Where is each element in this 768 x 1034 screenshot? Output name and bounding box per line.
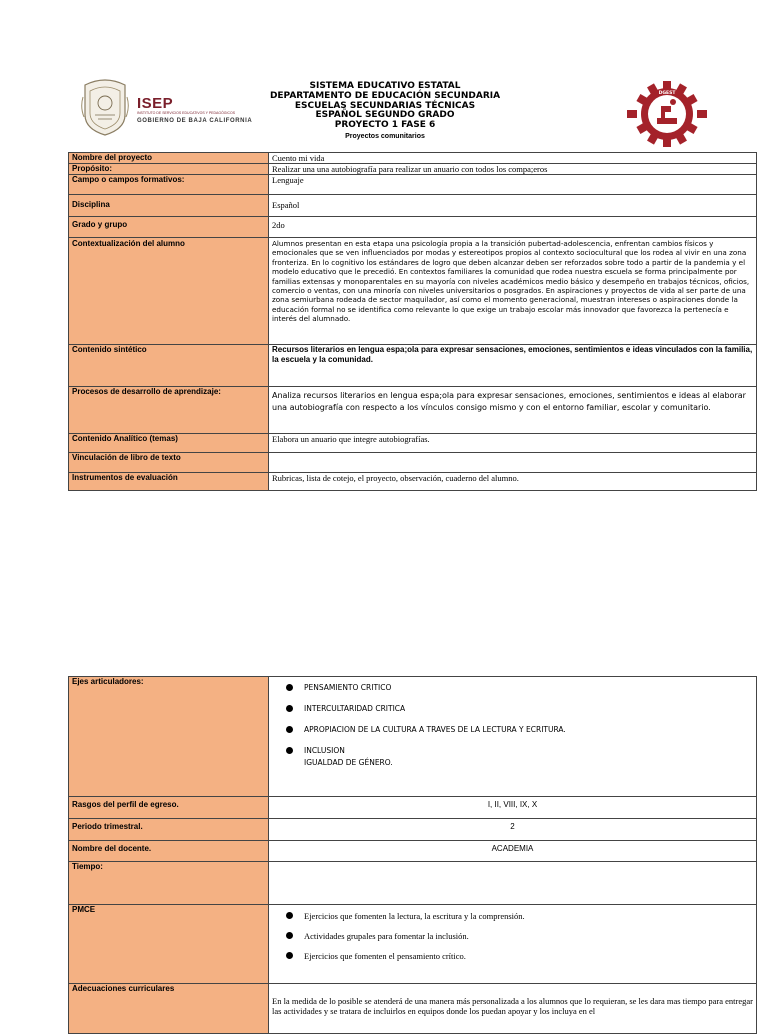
baja-california-seal-icon bbox=[80, 77, 130, 137]
row-value: Elabora un anuario que integre autobiografías. bbox=[269, 434, 757, 453]
row-value: ACADEMIA bbox=[269, 841, 757, 862]
table-row bbox=[69, 905, 757, 984]
row-label: Grado y grupo bbox=[69, 217, 269, 238]
list-item: Ejercicios que fomenten la lectura, la escritura y la comprensión. bbox=[286, 911, 753, 921]
header-line-2: DEPARTAMENTO DE EDUCACIÓN SECUNDARIA bbox=[269, 90, 501, 101]
table-row bbox=[69, 453, 757, 473]
isep-logo-text: ISEP bbox=[137, 95, 174, 112]
row-value: Realizar una una autobiografía para realizar un anuario con todos los compa;eros bbox=[269, 164, 757, 175]
table-row bbox=[69, 434, 757, 453]
list-item: Ejercicios que fomenten el pensamiento crítico. bbox=[286, 951, 753, 961]
table-row bbox=[69, 797, 757, 819]
table-row bbox=[69, 217, 757, 238]
row-value: Lenguaje bbox=[269, 175, 757, 195]
pmce-list bbox=[272, 905, 753, 961]
row-label: Ejes articuladores: bbox=[69, 677, 269, 797]
row-label: Instrumentos de evaluación bbox=[69, 473, 269, 491]
row-value: Recursos literarios en lengua espa;ola para expresar sensaciones, emociones, sentimientos e ideas vinculados con la familia, la escuela y la comunidad. bbox=[269, 345, 757, 387]
dgest-gear-logo-icon bbox=[627, 81, 707, 147]
table-row bbox=[69, 984, 757, 1034]
articulation-table bbox=[68, 676, 757, 1034]
list-item: INCLUSION bbox=[286, 746, 753, 756]
table-row bbox=[69, 345, 757, 387]
document-header bbox=[255, 82, 515, 142]
row-label: Nombre del proyecto bbox=[69, 153, 269, 164]
row-value: I, II, VIII, IX, X bbox=[269, 797, 757, 819]
row-label: Contenido sintético bbox=[69, 345, 269, 387]
table-row bbox=[69, 473, 757, 491]
row-value bbox=[269, 453, 757, 473]
row-value: En la medida de lo posible se atenderá de una manera más personalizada a los alumnos que lo requieran, se les dara mas tiempo para entregar las actividades y se tratara de incluirlos en equipos donde los puedan apoyar y los incluya en el bbox=[269, 984, 757, 1034]
table-row bbox=[69, 819, 757, 841]
row-value bbox=[269, 862, 757, 905]
row-value: Alumnos presentan en esta etapa una psicología propia a la transición pubertad-adolescencia, enfrentan cambios físicos y emocionales que se ven influenciados por modas y estereotipos propios al contexto sociocultural que los rodea al vivir en una zona fronteriza. En lo cognitivo los estándares de logro que deben alcanzar deben ser reforzados sobre todo a partir de la pandemia y el modelo educativo que le precedió. En contextos familiares la comunidad que rodea nuestra escuela se forma principalmente por familias extensas y monoparentales en su mayoría con niveles académicos medio básico y desempeño en trabajos técnicos, oficios, comercio o ventas, con una minoría con niveles universitarios o posgrados. En aspiraciones y proyectos de vida al ser parte de una zona semiurbana rodeada de sector maquilador, así como el momento generacional, muestran intereses o aspiraciones donde la educación formal no se identifica como relevante lo que exige un trabajo escolar más innovador que favorezca la pertenecía e interés del alumnado. bbox=[269, 238, 757, 345]
isep-logo-subtitle: INSTITUTO DE SERVICIOS EDUCATIVOS Y PEDAGÓGICOS bbox=[137, 111, 236, 115]
table-row bbox=[69, 238, 757, 345]
row-label: Nombre del docente. bbox=[69, 841, 269, 862]
table-row bbox=[69, 175, 757, 195]
row-value: 2do bbox=[269, 217, 757, 238]
header-line-5: PROYECTO 1 FASE 6 bbox=[334, 120, 436, 131]
bullet-icon bbox=[286, 952, 293, 959]
row-label: Campo o campos formativos: bbox=[69, 175, 269, 195]
list-item: IGUALDAD DE GÉNERO. bbox=[304, 758, 393, 767]
project-info-table bbox=[68, 152, 757, 491]
table-row bbox=[69, 195, 757, 217]
row-label: PMCE bbox=[69, 905, 269, 984]
bullet-icon bbox=[286, 726, 293, 733]
table-row bbox=[69, 677, 757, 797]
row-label: Disciplina bbox=[69, 195, 269, 217]
list-item: PENSAMIENTO CRITICO bbox=[286, 683, 753, 693]
row-label: Propósito: bbox=[69, 164, 269, 175]
list-item: APROPIACION DE LA CULTURA A TRAVES DE LA LECTURA Y ECRITURA. bbox=[286, 725, 753, 735]
row-label: Rasgos del perfil de egreso. bbox=[69, 797, 269, 819]
row-value: Rubricas, lista de cotejo, el proyecto, observación, cuaderno del alumno. bbox=[269, 473, 757, 491]
ejes-list-cell bbox=[269, 677, 757, 797]
row-value: Analiza recursos literarios en lengua espa;ola para expresar sensaciones, emociones, sentimientos e ideas al elaborar una autobiografía con respecto a los vínculos consigo mismo y con el entorno familiar, escolar y comunitario. bbox=[269, 387, 757, 434]
isep-logo-government: GOBIERNO DE BAJA CALIFORNIA bbox=[137, 118, 253, 124]
table-row bbox=[69, 387, 757, 434]
row-value: Español bbox=[269, 195, 757, 217]
row-label: Periodo trimestral. bbox=[69, 819, 269, 841]
pmce-list-cell bbox=[269, 905, 757, 984]
row-label: Procesos de desarrollo de aprendizaje: bbox=[69, 387, 269, 434]
bullet-icon bbox=[286, 912, 293, 919]
dgest-logo-label: DGEST bbox=[658, 91, 676, 96]
row-value: Cuento mi vida bbox=[269, 153, 757, 164]
header-line-4: ESPAÑOL SEGUNDO GRADO bbox=[315, 110, 455, 121]
header-line-3: ESCUELAS SECUNDARIAS TÉCNICAS bbox=[294, 100, 476, 111]
table-row bbox=[69, 862, 757, 905]
bullet-icon bbox=[286, 684, 293, 691]
row-label: Vinculación de libro de texto bbox=[69, 453, 269, 473]
row-label: Contextualización del alumno bbox=[69, 238, 269, 345]
ejes-list bbox=[272, 677, 753, 768]
header-line-1: SISTEMA EDUCATIVO ESTATAL bbox=[309, 81, 461, 91]
bullet-icon bbox=[286, 932, 293, 939]
table-row bbox=[69, 164, 757, 175]
table-row bbox=[69, 841, 757, 862]
bullet-icon bbox=[286, 705, 293, 712]
list-item: INTERCULTARIDAD CRITICA bbox=[286, 704, 753, 714]
row-label: Tiempo: bbox=[69, 862, 269, 905]
row-label: Contenido Analítico (temas) bbox=[69, 434, 269, 453]
table-row bbox=[69, 153, 757, 164]
bullet-icon bbox=[286, 747, 293, 754]
list-item: Actividades grupales para fomentar la inclusión. bbox=[286, 931, 753, 941]
row-label: Adecuaciones curriculares bbox=[69, 984, 269, 1034]
header-subtitle: Proyectos comunitarios bbox=[345, 132, 425, 140]
row-value: 2 bbox=[269, 819, 757, 841]
